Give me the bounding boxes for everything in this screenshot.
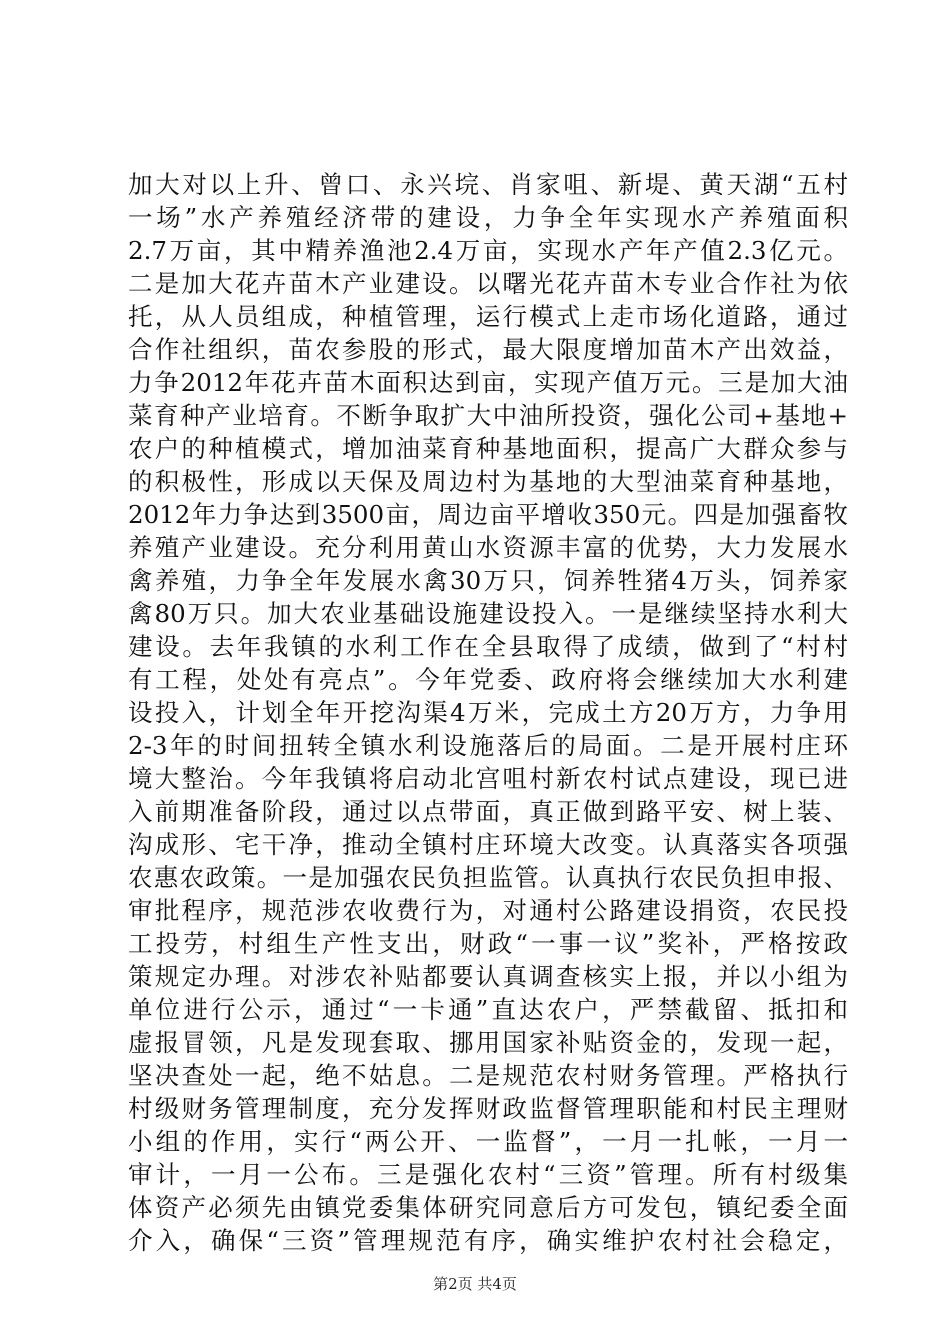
text-line: 体资产必须先由镇党委集体研究同意后方可发包，镇纪委全面 (128, 1193, 848, 1222)
text-line: 境大整治。今年我镇将启动北宫咀村新农村试点建设，现已进 (128, 764, 848, 793)
text-line: 介入，确保“三资”管理规范有序，确实维护农村社会稳定， (128, 1226, 848, 1255)
text-line: 设投入，计划全年开挖沟渠4万米，完成土方20万方，力争用 (128, 698, 848, 727)
text-line: 二是加大花卉苗木产业建设。以曙光花卉苗木专业合作社为依 (128, 269, 848, 298)
text-line: 农惠农政策。一是加强农民负担监管。认真执行农民负担申报、 (128, 863, 848, 892)
text-line: 虚报冒领，凡是发现套取、挪用国家补贴资金的，发现一起， (128, 1028, 848, 1057)
text-line: 工投劳，村组生产性支出，财政“一事一议”奖补，严格按政 (128, 929, 848, 958)
text-line: 策规定办理。对涉农补贴都要认真调查核实上报，并以小组为 (128, 962, 848, 991)
text-line: 合作社组织，苗农参股的形式，最大限度增加苗木产出效益， (128, 335, 848, 364)
text-line: 2.7万亩，其中精养渔池2.4万亩，实现水产年产值2.3亿元。 (128, 236, 848, 265)
text-line: 坚决查处一起，绝不姑息。二是规范农村财务管理。严格执行 (128, 1061, 848, 1090)
text-line: 加大对以上升、曾口、永兴垸、肖家咀、新堤、黄天湖“五村 (128, 170, 848, 199)
text-line: 审计，一月一公布。三是强化农村“三资”管理。所有村级集 (128, 1160, 848, 1189)
text-line: 养殖产业建设。充分利用黄山水资源丰富的优势，大力发展水 (128, 533, 848, 562)
text-line: 托，从人员组成，种植管理，运行模式上走市场化道路，通过 (128, 302, 848, 331)
text-line: 审批程序，规范涉农收费行为，对通村公路建设捐资，农民投 (128, 896, 848, 925)
text-line: 入前期准备阶段，通过以点带面，真正做到路平安、树上装、 (128, 797, 848, 826)
text-line: 禽80万只。加大农业基础设施建设投入。一是继续坚持水利大 (128, 599, 848, 628)
body-text (128, 168, 848, 1257)
text-line: 2-3年的时间扭转全镇水利设施落后的局面。二是开展村庄环 (128, 731, 848, 760)
text-line: 小组的作用，实行“两公开、一监督”，一月一扎帐，一月一 (128, 1127, 848, 1156)
text-line: 菜育种产业培育。不断争取扩大中油所投资，强化公司+基地+ (128, 401, 848, 430)
text-line: 沟成形、宅干净，推动全镇村庄环境大改变。认真落实各项强 (128, 830, 848, 859)
page-footer: 第2页 共4页 (433, 1275, 517, 1293)
text-line: 一场”水产养殖经济带的建设，力争全年实现水产养殖面积 (128, 203, 848, 232)
text-line: 的积极性，形成以天保及周边村为基地的大型油菜育种基地， (128, 467, 848, 496)
text-line: 力争2012年花卉苗木面积达到亩，实现产值万元。三是加大油 (128, 368, 848, 397)
text-line: 有工程，处处有亮点”。今年党委、政府将会继续加大水利建 (128, 665, 848, 694)
text-line: 禽养殖，力争全年发展水禽30万只，饲养牲猪4万头，饲养家 (128, 566, 848, 595)
text-line: 农户的种植模式，增加油菜育种基地面积，提高广大群众参与 (128, 434, 848, 463)
text-line: 2012年力争达到3500亩，周边亩平增收350元。四是加强畜牧 (128, 500, 848, 529)
text-line: 村级财务管理制度，充分发挥财政监督管理职能和村民主理财 (128, 1094, 848, 1123)
text-line: 单位进行公示，通过“一卡通”直达农户，严禁截留、抵扣和 (128, 995, 848, 1024)
text-line: 建设。去年我镇的水利工作在全县取得了成绩，做到了“村村 (128, 632, 848, 661)
